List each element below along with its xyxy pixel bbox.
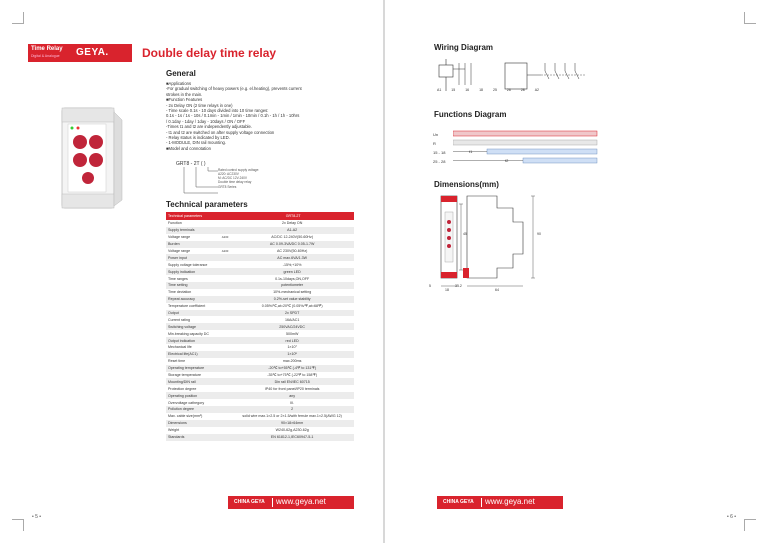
function-row-label: Un bbox=[433, 132, 439, 137]
general-line: - Time scale 0.1s - 10 days divided into 10 time ranges: bbox=[166, 108, 269, 114]
param-variant bbox=[220, 323, 231, 330]
tech-heading: Technical parameters bbox=[166, 200, 248, 209]
param-variant bbox=[220, 227, 231, 234]
param-name: Overvoltage cathegory bbox=[168, 400, 205, 405]
right-page bbox=[385, 0, 768, 543]
param-variant bbox=[220, 282, 231, 289]
param-variant bbox=[220, 241, 231, 248]
table-row bbox=[166, 344, 354, 351]
param-name: Supply terminals bbox=[166, 227, 220, 234]
param-name: Electrical life(AC1) bbox=[166, 351, 220, 358]
footer-brand bbox=[437, 496, 563, 509]
param-value: 90×18×64mm bbox=[230, 420, 354, 427]
param-variant bbox=[220, 337, 231, 344]
param-name: Min.breaking capacity DC bbox=[168, 331, 209, 336]
param-value: AC/DC 12-240V(50-60Hz) bbox=[271, 235, 314, 240]
model-code: GRT8 - 2T ( ) bbox=[176, 161, 206, 167]
table-row bbox=[166, 241, 354, 248]
param-variant bbox=[220, 316, 231, 323]
param-name: Switching voltage bbox=[166, 323, 220, 330]
dim-label: 90 bbox=[537, 232, 541, 236]
param-value: IP40 for front panel/IP20 terminals bbox=[264, 386, 320, 391]
param-value: W240-62g,A230-62g bbox=[275, 428, 309, 433]
table-row bbox=[166, 392, 354, 399]
crop-mark bbox=[744, 519, 756, 531]
param-value: 0.1s-10days,ON,OFF bbox=[275, 276, 310, 281]
param-name: Power input bbox=[166, 254, 220, 261]
tech-table-body bbox=[166, 220, 354, 441]
footer-url: www.geya.net bbox=[485, 497, 535, 506]
crop-mark bbox=[12, 12, 24, 24]
terminal-label: 28 bbox=[520, 88, 525, 92]
terminal-label: A1 bbox=[437, 88, 442, 92]
dimensions-drawing bbox=[437, 192, 547, 294]
general-line: - Relay status is indicated by LED. bbox=[166, 135, 230, 141]
param-variant bbox=[220, 261, 231, 268]
param-value: red LED bbox=[230, 337, 354, 344]
model-note: GRT8 Series bbox=[218, 185, 237, 189]
table-row bbox=[166, 378, 354, 385]
footer-brand bbox=[228, 496, 354, 509]
param-variant bbox=[220, 330, 231, 337]
dim-label: 35.2 bbox=[455, 284, 462, 288]
param-name: Operating temperature bbox=[166, 365, 220, 372]
wiring-terminal-labels bbox=[437, 88, 539, 92]
table-row bbox=[166, 330, 354, 337]
table-row bbox=[166, 220, 354, 227]
table-row bbox=[166, 296, 354, 303]
page-number: • 5 • bbox=[32, 514, 42, 520]
table-row bbox=[166, 434, 354, 441]
param-name: Time deviation bbox=[168, 290, 192, 295]
table-header: GRT8-2T bbox=[230, 212, 354, 220]
param-name: Temperature coefficient bbox=[168, 304, 206, 309]
param-variant bbox=[220, 358, 231, 365]
product-image bbox=[58, 100, 128, 215]
param-value: green LED bbox=[230, 268, 354, 275]
dim-label: 18 bbox=[445, 288, 449, 292]
table-row bbox=[166, 406, 354, 413]
param-value: 16A/AC1 bbox=[284, 317, 300, 322]
param-value: potentiometer bbox=[230, 282, 354, 289]
terminal-label: 25 bbox=[493, 88, 497, 92]
param-variant bbox=[220, 275, 231, 282]
footer-url: www.geya.net bbox=[276, 497, 326, 506]
function-row-label: R bbox=[433, 141, 436, 146]
param-value: 1×10⁵ bbox=[230, 351, 354, 358]
param-value: 2 bbox=[230, 406, 354, 413]
param-variant bbox=[220, 372, 231, 379]
param-name: Weight bbox=[168, 428, 180, 433]
param-value: 1×10⁷ bbox=[287, 345, 297, 350]
function-row-label: 15 - 18 bbox=[433, 150, 446, 155]
param-variant bbox=[220, 289, 231, 296]
page-number: • 6 • bbox=[726, 514, 736, 520]
param-name: Protection degree bbox=[168, 386, 197, 391]
table-header-row bbox=[166, 212, 354, 220]
param-variant bbox=[220, 392, 231, 399]
table-row bbox=[166, 427, 354, 434]
general-line: ■Applications bbox=[166, 81, 192, 86]
dimensions-heading: Dimensions(mm) bbox=[434, 180, 499, 189]
t2-label: t2 bbox=[505, 158, 509, 163]
terminal-label: 26 bbox=[506, 88, 511, 92]
model-note: Double time delay relay bbox=[218, 180, 252, 184]
param-name: Supply voltage tolerance bbox=[168, 262, 208, 267]
table-row bbox=[166, 413, 354, 420]
param-value: solid wire max.1×2.5 or 2×1.5/with ferrule max.1×2.5(AWG 12) bbox=[242, 414, 342, 419]
general-line: ■Model and connotation bbox=[166, 145, 211, 151]
param-variant bbox=[220, 434, 231, 441]
param-variant: A230 bbox=[221, 249, 229, 253]
param-variant bbox=[220, 365, 231, 372]
param-variant bbox=[220, 220, 231, 227]
crop-mark bbox=[12, 519, 24, 531]
param-value: 10%-mechanical setting bbox=[273, 290, 312, 295]
param-value: 0.2%-set value stability bbox=[230, 296, 354, 303]
table-row bbox=[166, 399, 354, 406]
param-variant bbox=[220, 254, 231, 261]
param-variant bbox=[220, 303, 231, 310]
footer-divider bbox=[481, 498, 482, 507]
brand-banner bbox=[28, 44, 132, 62]
table-row bbox=[166, 316, 354, 323]
table-row bbox=[166, 254, 354, 261]
table-row bbox=[166, 248, 354, 255]
model-note: M: AC/DC 12V-240V bbox=[218, 175, 248, 180]
general-text bbox=[166, 81, 366, 151]
param-variant bbox=[220, 413, 231, 420]
table-row bbox=[166, 351, 354, 358]
param-value: 0.05%/℃,at=20℃ (0.05%/℉,at=68℉) bbox=[261, 304, 323, 309]
general-line: ■Function Features bbox=[166, 97, 203, 103]
param-name: Dimensions bbox=[166, 420, 220, 427]
param-name: Output bbox=[166, 310, 220, 317]
param-value: III. bbox=[290, 400, 295, 405]
param-name: Output indication bbox=[166, 337, 220, 344]
table-row bbox=[166, 372, 354, 379]
general-line: strokes in the main. bbox=[166, 91, 203, 97]
param-value: 2x SPDT bbox=[230, 310, 354, 317]
table-row bbox=[166, 365, 354, 372]
param-variant bbox=[220, 399, 231, 406]
tech-table bbox=[166, 212, 354, 441]
table-row bbox=[166, 289, 354, 296]
param-variant bbox=[220, 310, 231, 317]
brand-category: Time Relay bbox=[31, 46, 63, 52]
terminal-label: 18 bbox=[479, 88, 483, 92]
general-line: - 1-MODULE, DIN rail mounting. bbox=[166, 140, 227, 146]
param-name: Max. cable size(mm²) bbox=[168, 414, 203, 419]
param-value: any bbox=[230, 392, 354, 399]
param-name: Reset time bbox=[168, 359, 186, 364]
crop-mark bbox=[744, 12, 756, 24]
table-row bbox=[166, 420, 354, 427]
param-name: Mounting/DIN rail bbox=[166, 378, 220, 385]
param-name: Function bbox=[168, 221, 182, 226]
param-value: -15%;+10% bbox=[282, 262, 302, 267]
param-variant bbox=[220, 427, 231, 434]
page-title: Double delay time relay bbox=[142, 46, 277, 60]
param-name: Time ranges bbox=[168, 276, 188, 281]
param-value: 250VAC/24VDC bbox=[230, 323, 354, 330]
param-name: Current rating bbox=[168, 317, 190, 322]
dim-label: 64 bbox=[495, 288, 499, 292]
param-variant: A230 bbox=[221, 235, 229, 240]
param-name: Operating position bbox=[166, 392, 220, 399]
table-row bbox=[166, 303, 354, 310]
param-name: Storage temperature bbox=[168, 373, 201, 378]
param-variant bbox=[220, 420, 231, 427]
terminal-label: 16 bbox=[465, 88, 470, 92]
table-row bbox=[166, 268, 354, 275]
model-connotation-lines bbox=[182, 167, 222, 195]
table-row bbox=[166, 310, 354, 317]
footer-divider bbox=[272, 498, 273, 507]
geya-logo: GEYA. bbox=[76, 47, 109, 58]
param-name: Time setting bbox=[166, 282, 220, 289]
table-row bbox=[166, 234, 354, 241]
param-value: -35℃ to+75℃ (-22℉ to 158℉) bbox=[267, 373, 318, 378]
terminal-label: A2 bbox=[534, 88, 539, 92]
param-value: AC 230V(50-60Hz) bbox=[276, 249, 308, 253]
model-note: Rated control supply voltage: bbox=[218, 168, 260, 172]
param-variant bbox=[220, 344, 231, 351]
general-line: -For gradual switching of heavy powers (e.g. el.heating), prevents current bbox=[166, 86, 302, 92]
param-variant bbox=[220, 351, 231, 358]
model-notes bbox=[218, 168, 259, 190]
footer-brand-name: CHINA GEYA bbox=[443, 499, 474, 505]
param-variant bbox=[220, 268, 231, 275]
general-line: -Times t1 and t2 are independently adjustable. bbox=[166, 124, 252, 130]
left-page bbox=[0, 0, 383, 543]
param-name: Pollution degree bbox=[166, 406, 220, 413]
functions-heading: Functions Diagram bbox=[434, 110, 507, 119]
dim-label: 5 bbox=[429, 284, 431, 288]
brand-subtitle: Digital & Analogue bbox=[31, 54, 60, 58]
param-name: Mechanical life bbox=[168, 345, 192, 350]
dim-label: 45 bbox=[463, 232, 467, 236]
wiring-heading: Wiring Diagram bbox=[434, 43, 494, 52]
param-variant bbox=[220, 406, 231, 413]
table-row bbox=[166, 261, 354, 268]
general-line: / 0.1day - 1day / 1day - 10days / ON / OFF bbox=[166, 118, 246, 124]
param-value: EN 61812-1,IEC60947-5-1 bbox=[230, 434, 354, 441]
table-row bbox=[166, 358, 354, 365]
table-row bbox=[166, 275, 354, 282]
function-timing-diagram bbox=[453, 128, 603, 168]
general-line: 0.1s - 1s / 1s - 10s / 0.1min - 1min / 1min - 10min / 0.1h - 1h / 1h - 10hrs bbox=[166, 113, 300, 119]
table-row bbox=[166, 323, 354, 330]
param-value: Din rail EN/IEC 60715 bbox=[230, 378, 354, 385]
param-value: -20℃ to+55℃ (-4℉ to 131℉) bbox=[230, 365, 354, 372]
table-row bbox=[166, 337, 354, 344]
param-value: A1-A2 bbox=[230, 227, 354, 234]
function-row-label: 25 - 28 bbox=[433, 159, 446, 164]
table-row bbox=[166, 227, 354, 234]
function-row-labels bbox=[433, 130, 445, 166]
param-value: AC max.6VA/1.3W bbox=[230, 254, 354, 261]
param-value: max.200ms bbox=[282, 359, 302, 364]
general-line: - t1 and t2 are switched on after supply voltage connection bbox=[166, 129, 275, 135]
param-value: 500mW bbox=[285, 331, 299, 336]
table-header: Technical parameters bbox=[166, 212, 230, 220]
param-variant bbox=[220, 385, 231, 392]
param-name: Voltage range bbox=[168, 249, 191, 253]
footer-brand-name: CHINA GEYA bbox=[234, 499, 265, 505]
param-value: AC 0.09-3VA/DC 0.05-1.7W bbox=[230, 241, 354, 248]
model-note: A220: AC230V bbox=[218, 172, 239, 176]
param-name: Standards bbox=[166, 434, 220, 441]
general-heading: General bbox=[166, 69, 196, 78]
param-variant bbox=[220, 378, 231, 385]
param-value: 2x Delay ON bbox=[281, 221, 303, 226]
param-name: Voltage range bbox=[168, 235, 191, 240]
param-name: Burden bbox=[166, 241, 220, 248]
general-line: - 2x Delay ON (2 time relays in one) bbox=[166, 102, 233, 108]
table-row bbox=[166, 385, 354, 392]
table-row bbox=[166, 282, 354, 289]
param-name: Repeat accuracy bbox=[166, 296, 220, 303]
param-variant bbox=[220, 296, 231, 303]
terminal-label: 15 bbox=[451, 88, 456, 92]
t1-label: t1 bbox=[469, 149, 473, 154]
param-name: Supply indication bbox=[166, 268, 220, 275]
